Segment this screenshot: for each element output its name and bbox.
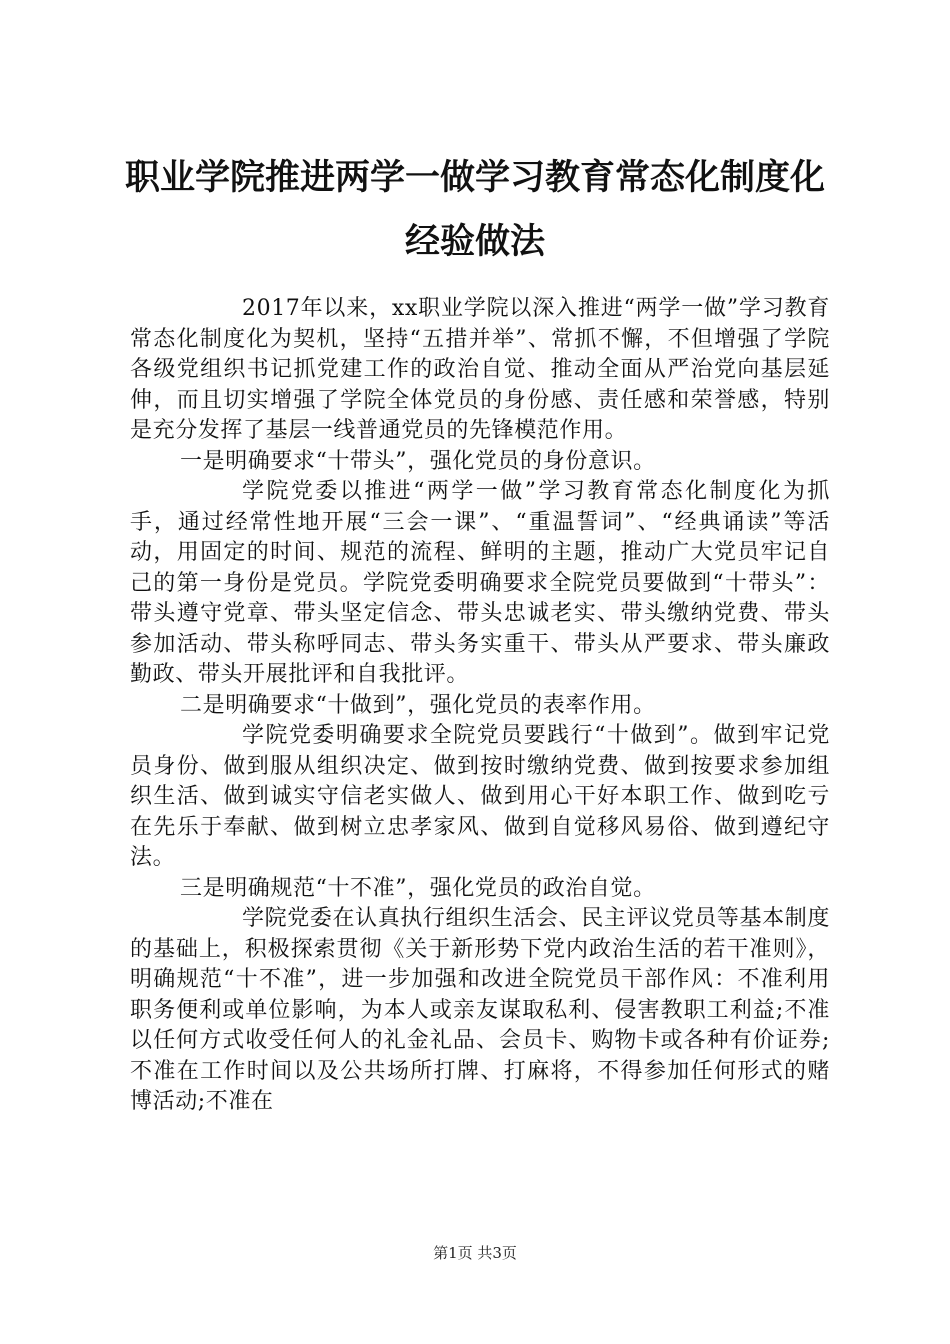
section-paragraph-1: 学院党委以推进“两学一做”学习教育常态化制度化为抓手，通过经常性地开展“三会一课”、“重温誓词”、“经典诵读”等活动，用固定的时间、规范的流程、鲜明的主题，推动广大党员牢记自己的第一身份是党员。学院党委明确要求全院党员要做到“十带头”：带头遵守党章、带头坚定信念、带头忠诚老实、带头缴纳党费、带头参加活动、带头称呼同志、带头务实重干、带头从严要求、带头廉政勤政、带头开展批评和自我批评。 [130,479,830,687]
section-heading-2: 二是明确要求“十做到”，强化党员的表率作用。 [180,692,656,718]
document-title-line-2: 经验做法 [404,222,545,262]
section-heading-3: 三是明确规范“十不准”，强化党员的政治自觉。 [180,875,656,901]
document-title-line-1: 职业学院推进两学一做学习教育常态化制度化 [124,158,825,198]
page-footer: 第1页 共3页 [433,1244,517,1262]
section-paragraph-2: 学院党委明确要求全院党员要践行“十做到”。做到牢记党员身份、做到服从组织决定、做到按时缴纳党费、做到按要求参加组织生活、做到诚实守信老实做人、做到用心干好本职工作、做到吃亏在先乐于奉献、做到树立忠孝家风、做到自觉移风易俗、做到遵纪守法。 [130,723,830,870]
section-heading-1: 一是明确要求“十带头”，强化党员的身份意识。 [180,448,656,474]
document-body [130,294,830,1118]
intro-paragraph: 2017年以来，xx职业学院以深入推进“两学一做”学习教育常态化制度化为契机，坚持“五措并举”、常抓不懈，不但增强了学院各级党组织书记抓党建工作的政治自觉、推动全面从严治党向基层延伸，而且切实增强了学院全体党员的身份感、责任感和荣誉感，特别是充分发挥了基层一线普通党员的先锋模范作用。 [130,296,830,443]
section-paragraph-3: 学院党委在认真执行组织生活会、民主评议党员等基本制度的基础上，积极探索贯彻《关于新形势下党内政治生活的若干准则》，明确规范“十不准”，进一步加强和改进全院党员干部作风：不准利用职务便利或单位影响，为本人或亲友谋取私利、侵害教职工利益;不准以任何方式收受任何人的礼金礼品、会员卡、购物卡或各种有价证券;不准在工作时间以及公共场所打牌、打麻将，不得参加任何形式的赌博活动;不准在 [130,906,830,1114]
